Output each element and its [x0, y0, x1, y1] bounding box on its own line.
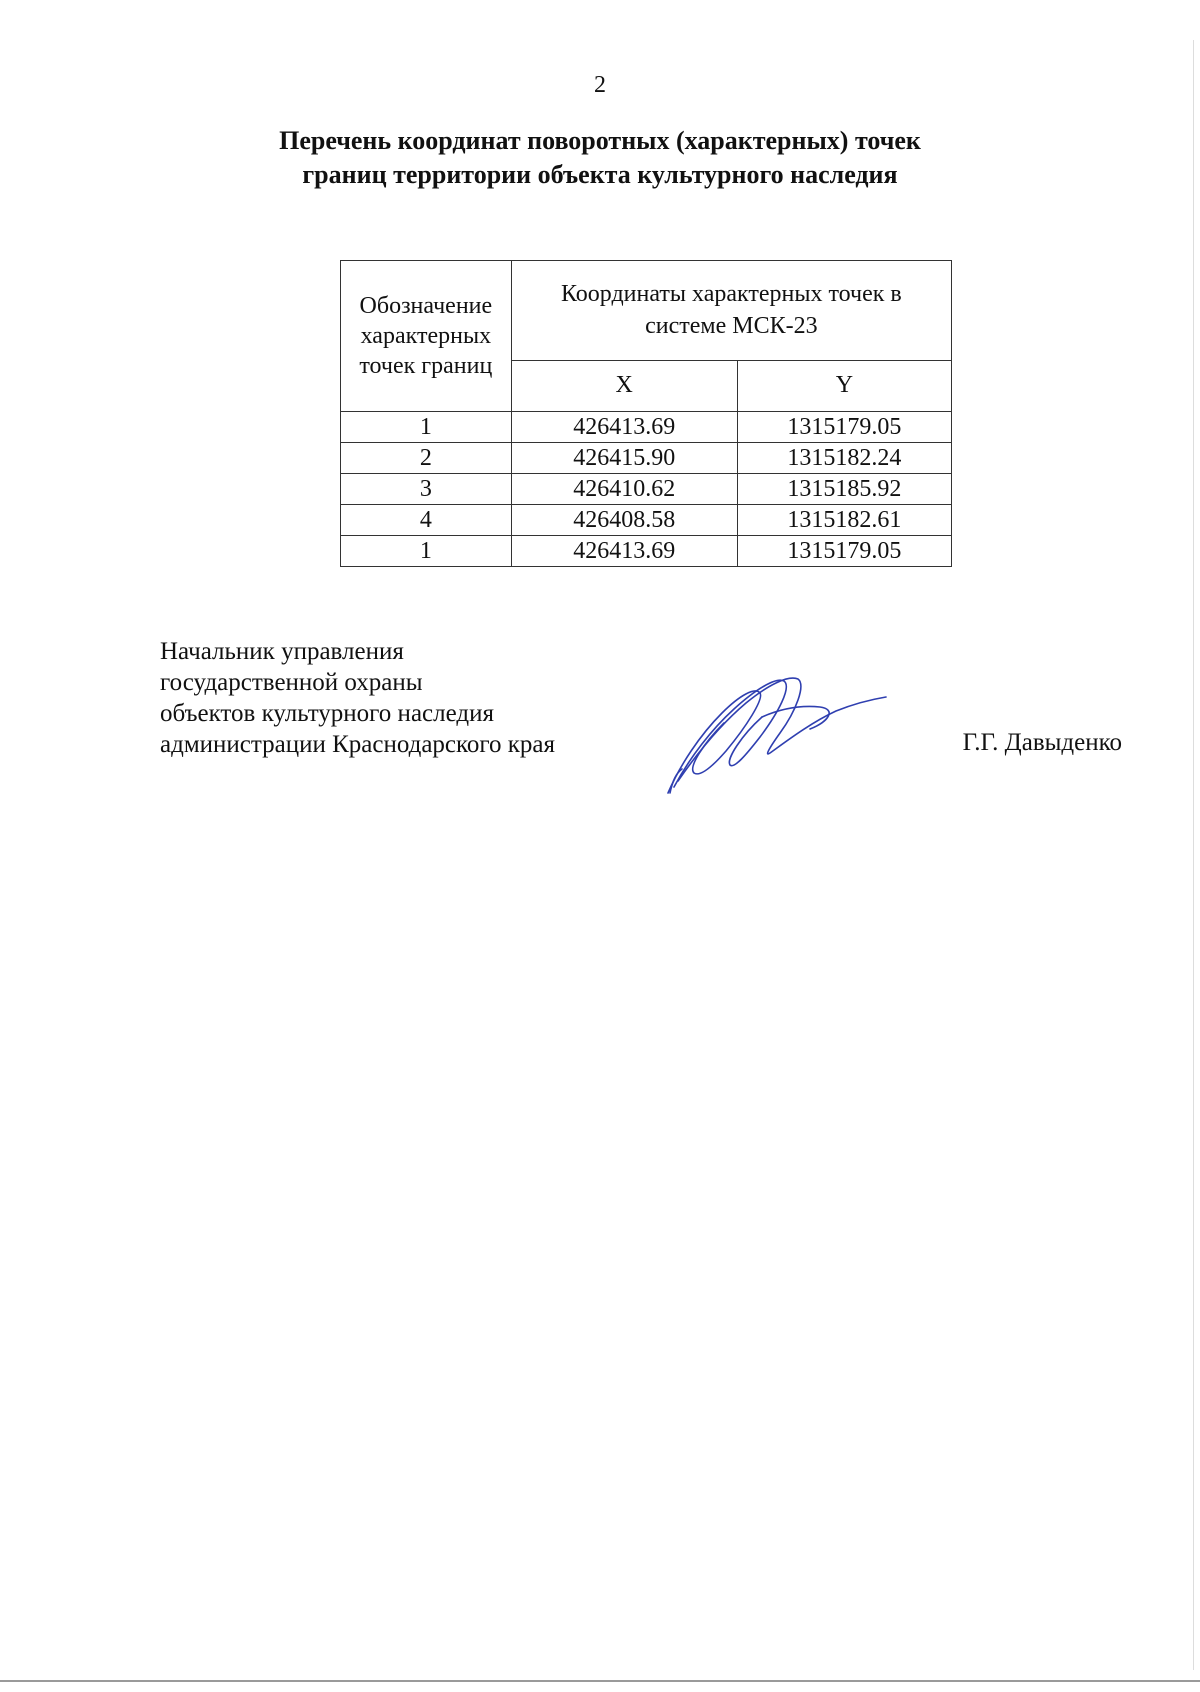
cell-x: 426413.69: [511, 536, 737, 567]
coordinates-table: [340, 260, 952, 567]
title-line-1: Перечень координат поворотных (характерных) точек: [279, 126, 921, 155]
position-line-1: Начальник управления: [160, 638, 404, 665]
table-row: [341, 412, 952, 443]
title-line-2: границ территории объекта культурного наследия: [302, 160, 898, 189]
cell-point: 4: [341, 505, 512, 536]
table-row: [341, 474, 952, 505]
cell-y: 1315179.05: [737, 536, 951, 567]
document-title: [0, 124, 1200, 192]
position-line-2: государственной охраны: [160, 669, 423, 696]
signer-name: Г.Г. Давыденко: [962, 729, 1122, 756]
position-line-3: объектов культурного наследия: [160, 700, 494, 727]
table-row: [341, 536, 952, 567]
cell-x: 426413.69: [511, 412, 737, 443]
cell-point: 3: [341, 474, 512, 505]
cell-x: 426408.58: [511, 505, 737, 536]
position-line-4: администрации Краснодарского края: [160, 731, 556, 758]
cell-point: 1: [341, 412, 512, 443]
handwritten-signature: [660, 665, 890, 800]
cell-point: 2: [341, 443, 512, 474]
header-point-label: Обозначение характерных точек границ: [341, 261, 512, 412]
page-bottom-edge: [0, 1680, 1200, 1682]
cell-y: 1315179.05: [737, 412, 951, 443]
table-row: [341, 443, 952, 474]
header-y: Y: [737, 360, 951, 411]
table-header-row: [341, 261, 952, 361]
cell-point: 1: [341, 536, 512, 567]
cell-y: 1315182.24: [737, 443, 951, 474]
cell-y: 1315182.61: [737, 505, 951, 536]
table-row: [341, 505, 952, 536]
signatory-position: [160, 636, 555, 760]
cell-y: 1315185.92: [737, 474, 951, 505]
scan-edge: [1193, 40, 1194, 1670]
cell-x: 426415.90: [511, 443, 737, 474]
page-number: 2: [594, 72, 606, 98]
header-x: X: [511, 360, 737, 411]
cell-x: 426410.62: [511, 474, 737, 505]
header-coordinates-group: Координаты характерных точек в системе МСК-23: [511, 261, 951, 361]
